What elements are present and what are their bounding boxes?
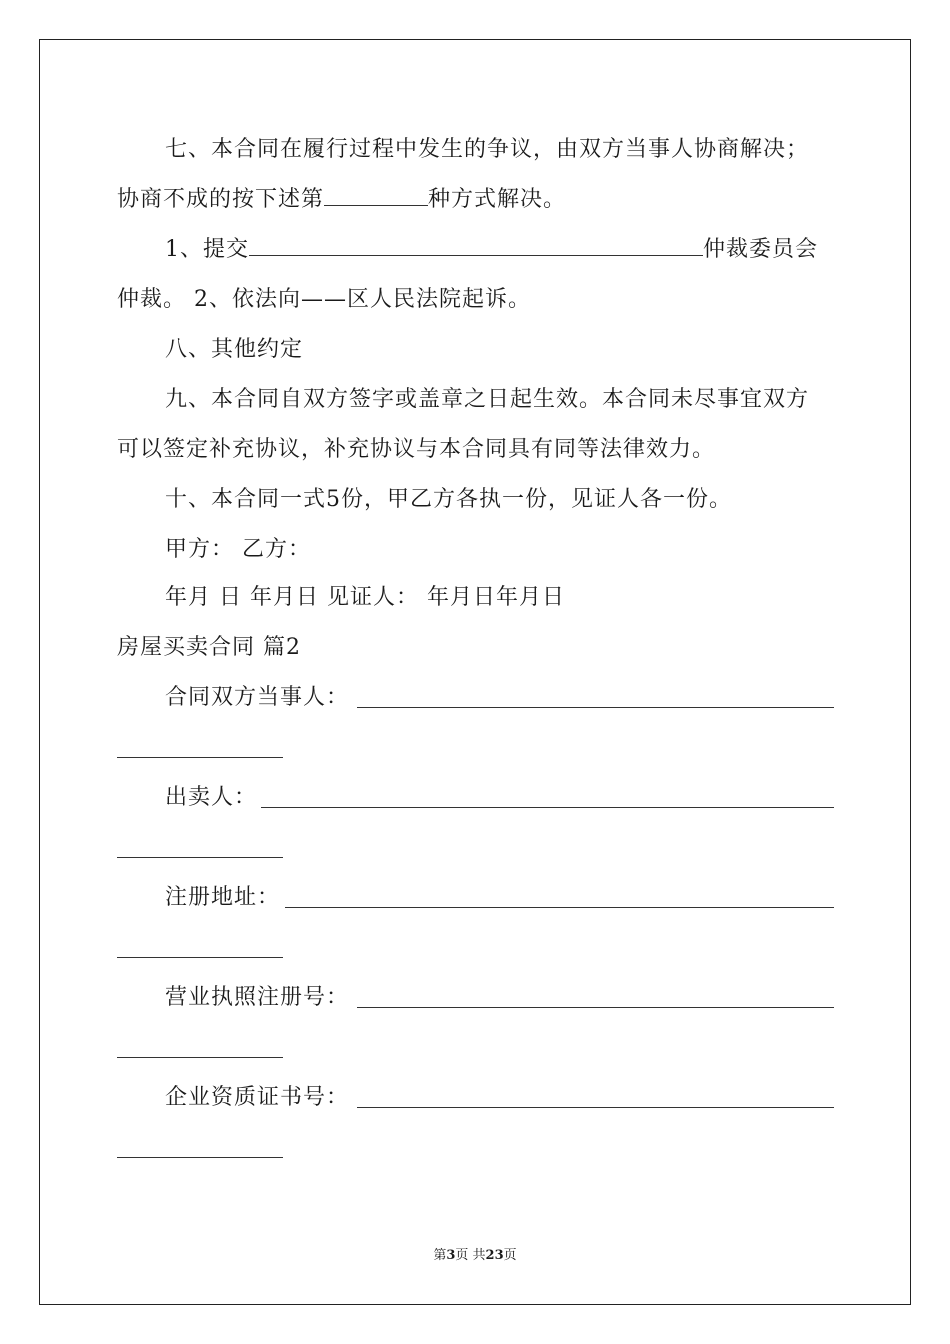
clause9-line1: 九、本合同自双方签字或盖章之日起生效。本合同未尽事宜双方 [165, 387, 810, 412]
option1-before: 1、提交 [165, 237, 249, 262]
page-border [39, 39, 911, 1305]
clause9-line2: 可以签定补充协议，补充协议与本合同具有同等法律效力。 [117, 437, 716, 462]
clause7-line1: 七、本合同在履行过程中发生的争议，由双方当事人协商解决； [165, 137, 810, 162]
footer-total-pages: 23 [485, 1248, 504, 1263]
option1-line2: 仲裁。 2、依法向——区人民法院起诉。 [117, 287, 531, 312]
clause10: 十、本合同一式5份，甲乙方各执一份，见证人各一份。 [165, 487, 732, 512]
field-seller-line[interactable] [261, 807, 834, 808]
field-registered-address-label: 注册地址： [165, 885, 281, 910]
field-registered-address-line-continued[interactable] [117, 957, 283, 958]
field-registered-address-line[interactable] [285, 907, 834, 908]
field-qualification-cert-line[interactable] [357, 1107, 834, 1108]
footer-mid: 页 共 [455, 1248, 486, 1263]
parties-line: 甲方： 乙方： [165, 537, 311, 562]
dates-line: 年月 日 年月日 见证人： 年月日年月日 [165, 585, 565, 610]
field-business-license-label: 营业执照注册号： [165, 985, 350, 1010]
option1-after: 仲裁委员会 [703, 237, 819, 262]
field-contract-parties-line-continued[interactable] [117, 757, 283, 758]
field-contract-parties-line[interactable] [357, 707, 834, 708]
field-seller-label: 出卖人： [165, 785, 258, 810]
field-qualification-cert-label: 企业资质证书号： [165, 1085, 350, 1110]
field-contract-parties-label: 合同双方当事人： [165, 685, 350, 710]
field-qualification-cert-line-continued[interactable] [117, 1157, 283, 1158]
footer-current-page: 3 [446, 1248, 456, 1263]
method-number-blank[interactable] [324, 185, 428, 206]
page-footer [0, 1246, 950, 1266]
footer-suffix: 页 [503, 1248, 517, 1263]
footer-prefix: 第 [433, 1248, 447, 1263]
field-seller-line-continued[interactable] [117, 857, 283, 858]
option1-line1 [165, 235, 818, 265]
clause7-line2-before: 协商不成的按下述第 [117, 187, 325, 212]
field-business-license-line-continued[interactable] [117, 1057, 283, 1058]
arbitration-commission-blank[interactable] [249, 235, 703, 256]
clause7-line2 [117, 185, 566, 215]
clause8: 八、其他约定 [165, 337, 304, 362]
clause7-line2-after: 种方式解决。 [428, 187, 567, 212]
section-title: 房屋买卖合同 篇2 [117, 635, 301, 660]
field-business-license-line[interactable] [357, 1007, 834, 1008]
